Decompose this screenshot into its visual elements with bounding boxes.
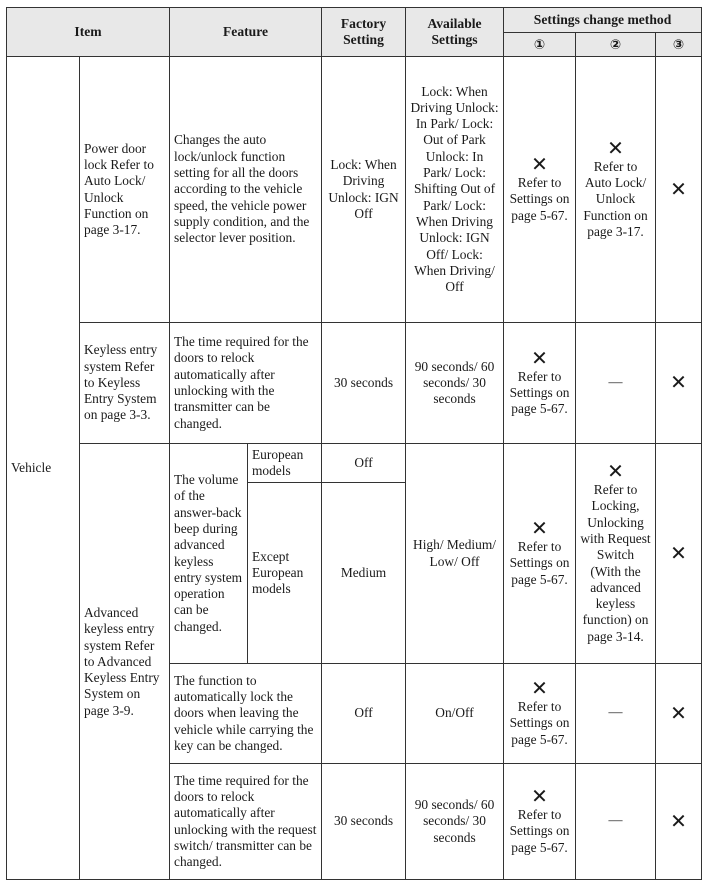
cross-icon: ✕ <box>531 786 548 809</box>
method-1-cell <box>504 764 576 880</box>
table-row <box>7 444 702 483</box>
item-cell: Advanced keyless entry system Refer to Advanced Keyless Entry System on page 3-9. <box>80 444 170 880</box>
cross-icon: ✕ <box>670 372 687 394</box>
factory-setting-cell: Off <box>322 444 406 483</box>
method-3-cell <box>656 664 702 764</box>
table-row <box>7 323 702 444</box>
method-2-cell: — <box>576 323 656 444</box>
method-3-cell <box>656 444 702 664</box>
sub-feature-label: Except European models <box>248 483 322 664</box>
available-settings-cell: High/ Medium/ Low/ Off <box>406 444 504 664</box>
factory-setting-cell: Off <box>322 664 406 764</box>
factory-setting-cell: Medium <box>322 483 406 664</box>
factory-setting-cell: 30 seconds <box>322 323 406 444</box>
cross-icon: ✕ <box>670 178 687 201</box>
table-row <box>7 57 702 323</box>
method-reference: Refer to Settings on page 5-67. <box>509 699 570 747</box>
cross-icon: ✕ <box>670 810 687 833</box>
header-feature: Feature <box>170 8 322 57</box>
settings-table <box>6 7 702 880</box>
method-reference: Refer to Settings on page 5-67. <box>509 807 570 855</box>
method-2-cell: — <box>576 664 656 764</box>
factory-setting-cell: 30 seconds <box>322 764 406 880</box>
settings-table-container <box>6 7 702 880</box>
feature-cell: The function to automatically lock the doors when leaving the vehicle while carrying the key can be changed. <box>170 664 322 764</box>
cross-icon: ✕ <box>670 702 687 725</box>
header-method-1: ① <box>504 33 576 57</box>
header-method-3: ③ <box>656 33 702 57</box>
method-reference: Refer to Locking, Unlocking with Request Switch (With the advanced keyless function) on page 3-14. <box>580 482 651 644</box>
method-1-cell <box>504 444 576 664</box>
cross-icon: ✕ <box>607 461 624 484</box>
item-cell: Power door lock Refer to Auto Lock/ Unlock Function on page 3-17. <box>80 57 170 323</box>
factory-setting-cell: Lock: When Driving Unlock: IGN Off <box>322 57 406 323</box>
method-reference: Refer to Settings on page 5-67. <box>509 368 570 417</box>
feature-cell: The time required for the doors to relock automatically after unlocking with the request switch/ transmitter can be changed. <box>170 764 322 880</box>
method-reference: Refer to Settings on page 5-67. <box>509 175 570 223</box>
header-factory-setting: Factory Setting <box>322 8 406 57</box>
available-settings-cell: Lock: When Driving Unlock: In Park/ Lock: Out of Park Unlock: In Park/ Lock: Shifting Out of Park/ Lock: When Driving Unlock: IGN Off/ Lock: When Driving/ Off <box>406 57 504 323</box>
available-settings-cell: On/Off <box>406 664 504 764</box>
method-3-cell <box>656 57 702 323</box>
method-2-cell <box>576 444 656 664</box>
cross-icon: ✕ <box>531 347 548 370</box>
header-settings-change-method: Settings change method <box>504 8 702 33</box>
method-3-cell <box>656 764 702 880</box>
cross-icon: ✕ <box>531 154 548 177</box>
cross-icon: ✕ <box>531 678 548 701</box>
header-method-2: ② <box>576 33 656 57</box>
method-2-cell: — <box>576 764 656 880</box>
header-available-settings: Available Settings <box>406 8 504 57</box>
header-item: Item <box>7 8 170 57</box>
method-1-cell <box>504 323 576 444</box>
available-settings-cell: 90 seconds/ 60 seconds/ 30 seconds <box>406 323 504 444</box>
method-1-cell <box>504 664 576 764</box>
feature-cell: Changes the auto lock/unlock function setting for all the doors according to the vehicle speed, the vehicle power supply condition, and the selector lever position. <box>170 57 322 323</box>
sub-feature-label: European models <box>248 444 322 483</box>
cross-icon: ✕ <box>607 137 624 160</box>
method-reference: Refer to Auto Lock/ Unlock Function on page 3-17. <box>583 158 648 239</box>
method-3-cell <box>656 323 702 444</box>
available-settings-cell: 90 seconds/ 60 seconds/ 30 seconds <box>406 764 504 880</box>
feature-cell: The time required for the doors to relock automatically after unlocking with the transmitter can be changed. <box>170 323 322 444</box>
cross-icon: ✕ <box>531 518 548 541</box>
method-2-cell <box>576 57 656 323</box>
item-cell: Keyless entry system Refer to Keyless Entry System on page 3-3. <box>80 323 170 444</box>
feature-cell: The volume of the answer-back beep during advanced keyless entry system operation can be changed. <box>170 444 248 664</box>
cross-icon: ✕ <box>670 542 687 565</box>
method-1-cell <box>504 57 576 323</box>
category-cell: Vehicle <box>7 57 80 880</box>
method-reference: Refer to Settings on page 5-67. <box>509 539 570 587</box>
